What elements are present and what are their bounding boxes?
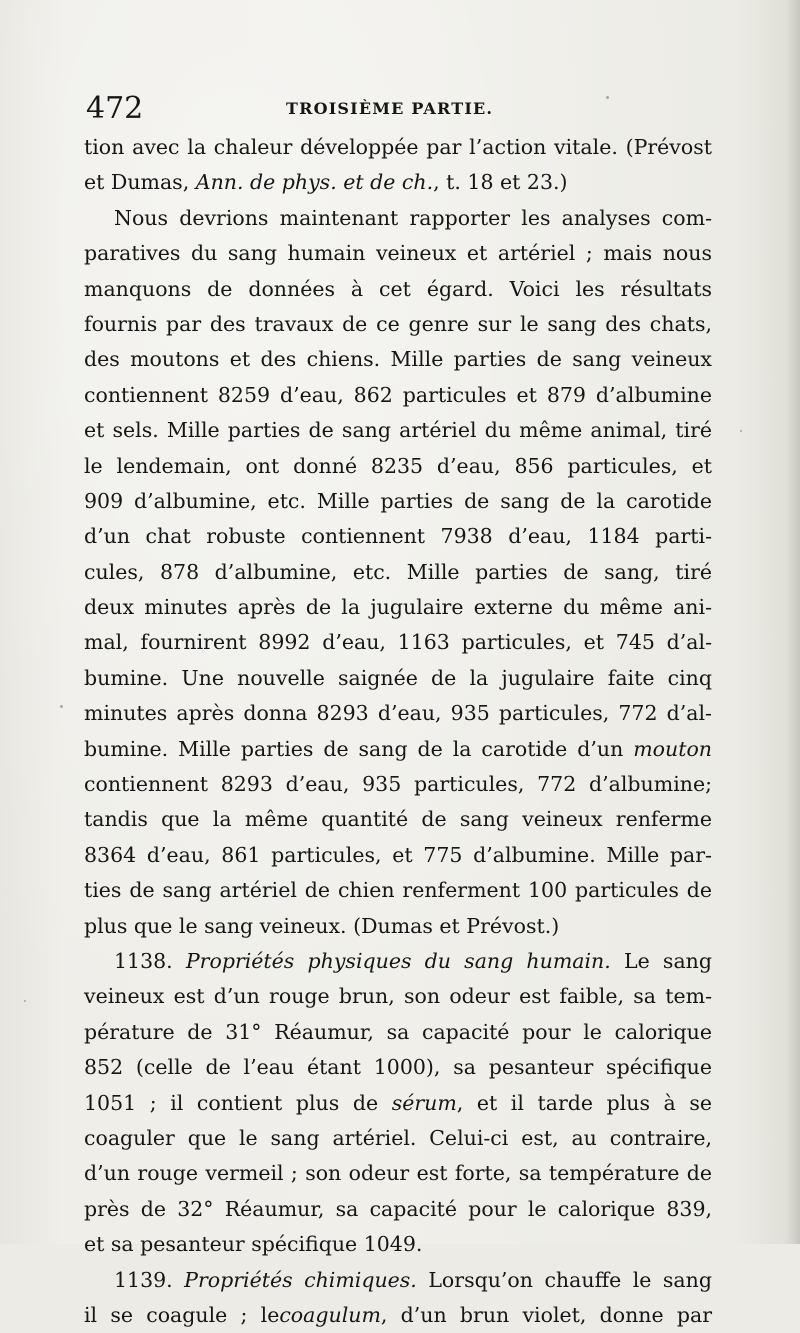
- text-line: et Dumas, Ann. de phys. et de ch., t. 18 et 23.): [84, 170, 568, 195]
- text-line: d’un chat robuste contiennent 7938 d’eau, 1184 parti-: [84, 524, 712, 549]
- text-line: 1051 ; il contient plus de sérum, et il tarde plus à se: [84, 1090, 712, 1115]
- text-line: paratives du sang humain veineux et artériel ; mais nous: [84, 241, 712, 266]
- section-title-italic: Propriétés physiques du sang humain.: [185, 948, 611, 973]
- italic-word: coagulum: [279, 1302, 381, 1327]
- running-head: TROISIÈME PARTIE.: [286, 99, 494, 118]
- text-line: et sels. Mille parties de sang artériel du même animal, tiré: [84, 418, 712, 443]
- text-line: il se coagule ; lecoagulum, d’un brun violet, donne par: [84, 1302, 712, 1327]
- text-line: coaguler que le sang artériel. Celui-ci est, au contraire,: [84, 1125, 712, 1150]
- text-line: près de 32° Réaumur, sa capacité pour le calorique 839,: [84, 1196, 712, 1221]
- text-line: pérature de 31° Réaumur, sa capacité pour le calorique: [84, 1019, 712, 1044]
- italic-word: mouton: [633, 736, 712, 761]
- scan-speck: [60, 705, 63, 708]
- text-line: bumine. Mille parties de sang de la carotide d’un mouton: [84, 736, 712, 761]
- text-line: fournis par des travaux de ce genre sur le sang des chats,: [84, 311, 712, 336]
- text-line: contiennent 8259 d’eau, 862 particules et 879 d’albumine: [84, 382, 712, 407]
- scan-speck: [606, 96, 609, 99]
- text-line: bumine. Une nouvelle saignée de la jugulaire faite cinq: [84, 665, 712, 690]
- text-line: deux minutes après de la jugulaire externe du même ani-: [84, 595, 712, 620]
- text-line: d’un rouge vermeil ; son odeur est forte, sa température de: [84, 1161, 712, 1186]
- text-line: 909 d’albumine, etc. Mille parties de sang de la carotide: [84, 488, 712, 513]
- italic-word: sérum: [391, 1090, 457, 1115]
- text-line: tandis que la même quantité de sang veineux renferme: [84, 807, 712, 832]
- text-line: contiennent 8293 d’eau, 935 particules, 772 d’albumine;: [84, 772, 712, 797]
- page-edge-shadow: [786, 0, 800, 1244]
- page-number: 472: [86, 91, 144, 126]
- section-heading-line: 1139. Propriétés chimiques. Lorsqu’on chauffe le sang: [114, 1267, 712, 1292]
- text-line: plus que le sang veineux. (Dumas et Prévost.): [84, 913, 560, 938]
- text-line: et sa pesanteur spécifique 1049.: [84, 1232, 423, 1257]
- text-line: Nous devrions maintenant rapporter les analyses com-: [114, 205, 712, 230]
- text-line: veineux est d’un rouge brun, son odeur est faible, sa tem-: [84, 984, 712, 1009]
- text-line: mal, fournirent 8992 d’eau, 1163 particules, et 745 d’al-: [84, 630, 712, 655]
- scan-speck: [24, 1000, 26, 1002]
- section-heading-line: 1138. Propriétés physiques du sang humain. Le sang: [114, 948, 712, 973]
- text-line: tion avec la chaleur développée par l’action vitale. (Prévost: [84, 135, 712, 159]
- page-header: [86, 92, 716, 126]
- text-line: cules, 878 d’albumine, etc. Mille parties de sang, tiré: [84, 559, 712, 584]
- text-line: manquons de données à cet égard. Voici les résultats: [84, 276, 712, 301]
- scan-speck: [740, 430, 742, 432]
- section-title-italic: Propriétés chimiques.: [184, 1267, 417, 1292]
- text-line: 852 (celle de l’eau étant 1000), sa pesanteur spécifique: [84, 1055, 712, 1080]
- text-line: 8364 d’eau, 861 particules, et 775 d’albumine. Mille par-: [84, 842, 712, 867]
- citation-italic: Ann. de phys. et de ch.: [195, 170, 434, 195]
- text-line: des moutons et des chiens. Mille parties de sang veineux: [84, 347, 712, 372]
- text-line: ties de sang artériel de chien renferment 100 particules de: [84, 878, 712, 903]
- body-text: [84, 130, 712, 1333]
- text-line: minutes après donna 8293 d’eau, 935 particules, 772 d’al-: [84, 701, 712, 726]
- text-line: le lendemain, ont donné 8235 d’eau, 856 particules, et: [84, 453, 712, 478]
